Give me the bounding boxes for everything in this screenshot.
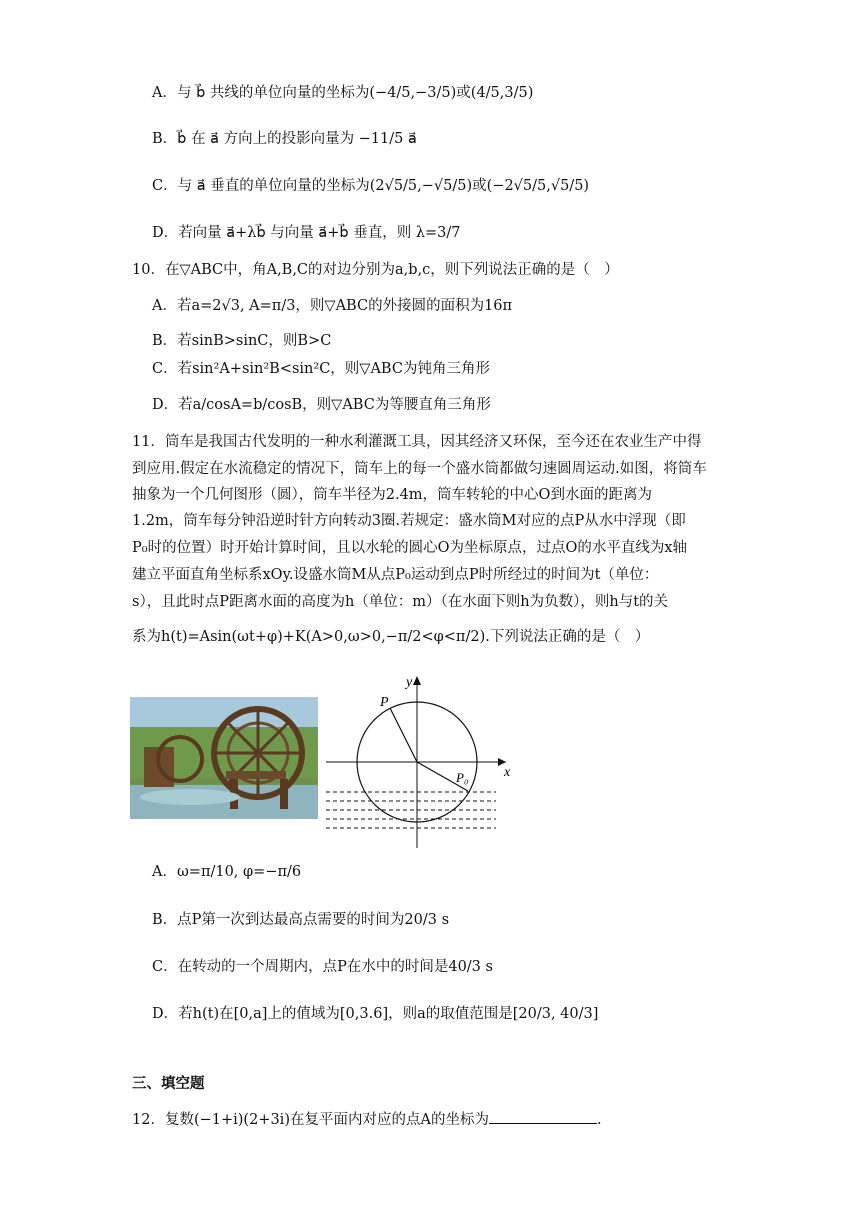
section-title: 三、填空题 [132,1076,205,1092]
q11-line-8: 系为h(t)=Asin(ωt+φ)+K(A>0,ω>0,−π/2<φ<π/2).下列说法正确的是（ ） [132,629,650,645]
q11-option-c: C．在转动的一个周期内，点P在水中的时间是40/3 s [152,959,493,975]
q9-option-c: C．与 a⃗ 垂直的单位向量的坐标为(2√5/5,−√5/5)或(−2√5/5,√5/5) [152,178,590,194]
water-wheel-illustration [130,697,318,819]
q11-line-7: s），且此时点P距离水面的高度为h（单位：m）（在水面下则h为负数），则h与t的关 [132,594,669,610]
q11-line-3: 抽象为一个几何图形（圆），筒车半径为2.4m，筒车转轮的中心O到水面的距离为 [132,487,652,503]
q10-option-d: D．若a/cosA=b/cosB，则▽ABC为等腰直角三角形 [152,397,491,413]
label-p0: P₀ [456,770,469,785]
q11-option-b: B．点P第一次到达最高点需要的时间为20/3 s [152,912,450,928]
q11-option-a: A．ω=π/10, φ=−π/6 [152,864,302,880]
q10-option-b: B．若sinB>sinC，则B>C [152,333,332,349]
q10-stem: 10．在▽ABC中，角A,B,C的对边分别为a,b,c，则下列说法正确的是（ ） [132,262,619,278]
q11-line-4: 1.2m，筒车每分钟沿逆时针方向转动3圈.若规定：盛水筒M对应的点P从水中浮现（即 [132,513,686,529]
q11-line-5: P₀时的位置）时开始计算时间，且以水轮的圆心O为坐标原点，过点O的水平直线为x轴 [132,540,688,556]
q12-line [132,1107,602,1131]
q11-line-1: 11．筒车是我国古代发明的一种水利灌溉工具，因其经济又环保，至今还在农业生产中得 [132,434,702,450]
q12-text: 12．复数(−1+i)(2+3i)在复平面内对应的点A的坐标为 [132,1112,489,1128]
q9-option-a: A．与 b⃗ 共线的单位向量的坐标为(−4/5,−3/5)或(4/5,3/5) [152,85,534,101]
label-p: P [380,695,389,710]
label-y: y [406,675,413,690]
q9-option-b: B．b⃗ 在 a⃗ 方向上的投影向量为 −11/5 a⃗ [152,131,417,147]
water-wheel-photo [130,697,318,819]
q10-option-a: A．若a=2√3, A=π/3，则▽ABC的外接圆的面积为16π [152,298,513,314]
q11-option-d: D．若h(t)在[0,a]上的值域为[0,3.6]，则a的取值范围是[20/3, 40/3] [152,1006,599,1022]
answer-blank[interactable] [489,1107,597,1124]
q11-line-6: 建立平面直角坐标系xOy.设盛水筒M从点P₀运动到点P时所经过的时间为t（单位： [132,567,659,583]
diagram-svg [326,670,526,848]
label-x: x [504,765,511,780]
q12-end: . [596,1112,602,1128]
q10-option-c: C．若sin²A+sin²B<sin²C，则▽ABC为钝角三角形 [152,361,490,377]
q9-option-d: D．若向量 a⃗+λb⃗ 与向量 a⃗+b⃗ 垂直，则 λ=3/7 [152,225,461,241]
wheel-coordinate-diagram [326,670,526,852]
q11-line-2: 到应用.假定在水流稳定的情况下，筒车上的每一个盛水筒都做匀速圆周运动.如图，将筒车 [132,461,707,477]
